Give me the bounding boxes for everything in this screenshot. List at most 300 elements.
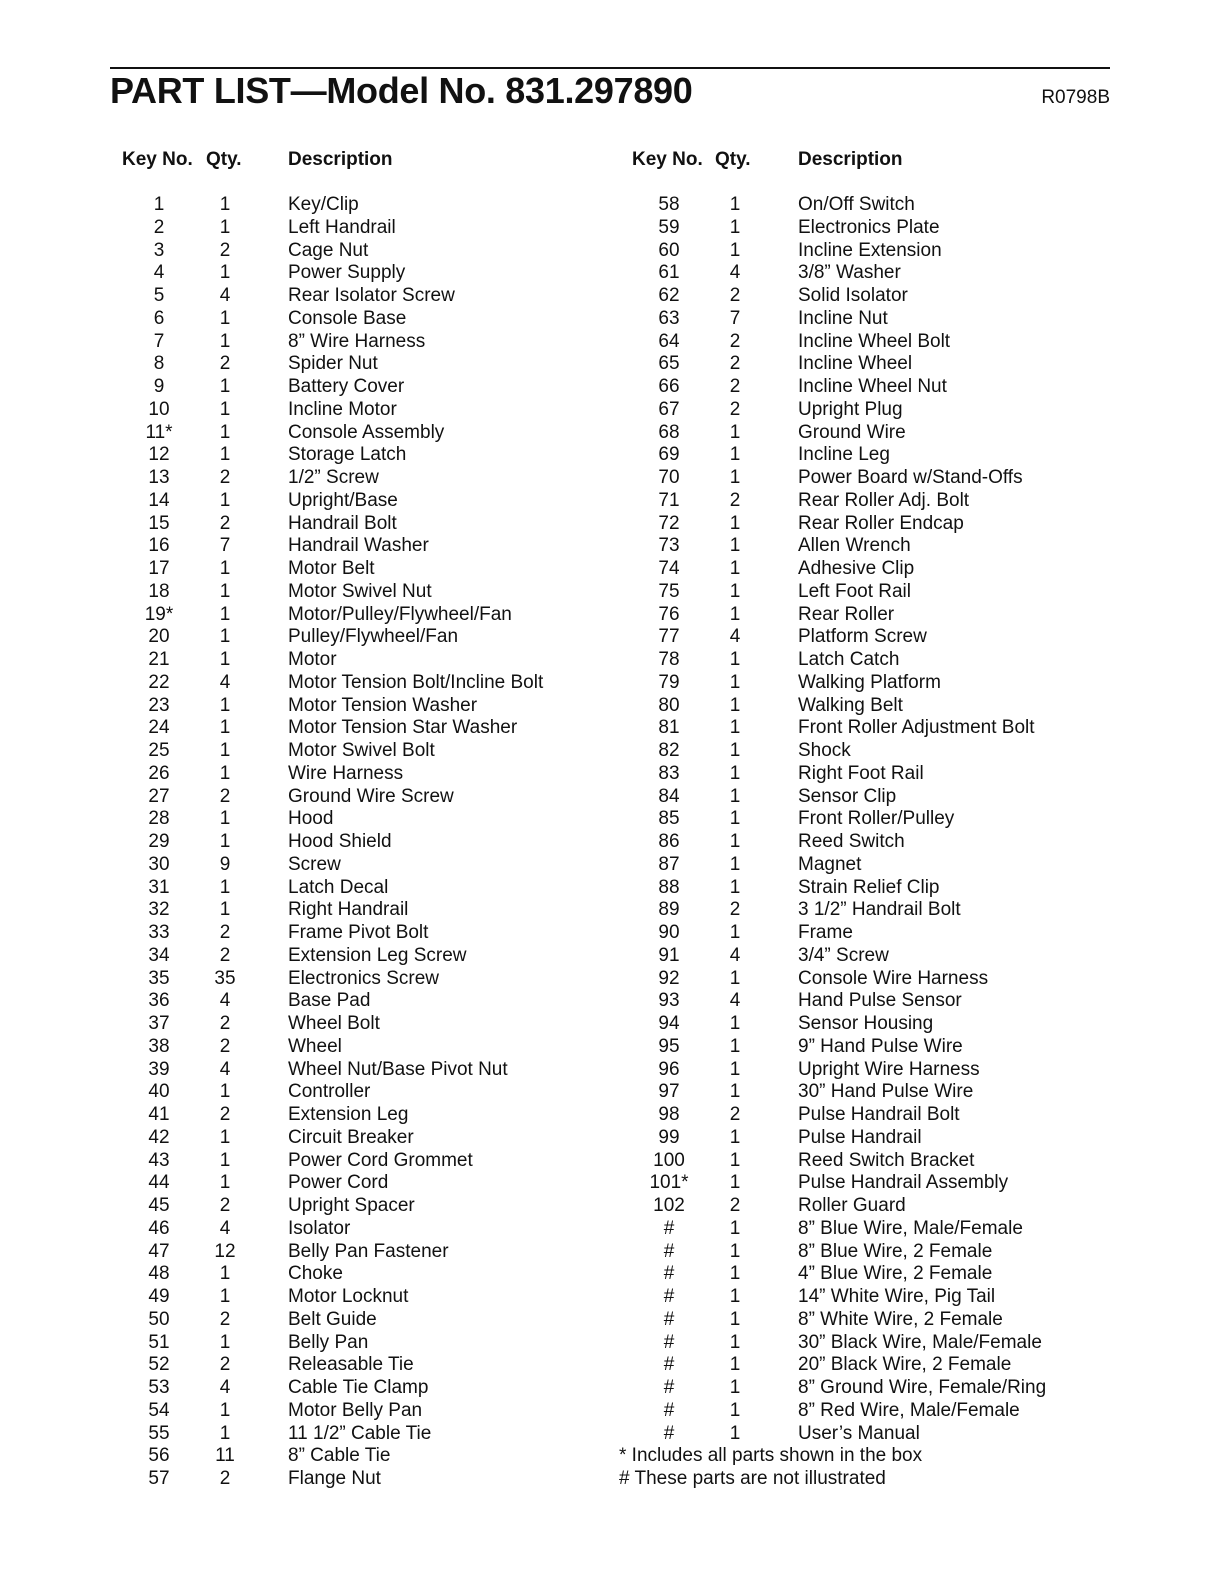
part-description: Key/Clip xyxy=(288,194,359,215)
part-qty: 2 xyxy=(219,1354,231,1376)
part-row xyxy=(0,285,612,308)
part-row xyxy=(0,786,612,809)
part-row xyxy=(612,1332,1224,1355)
document-code: R0798B xyxy=(1041,87,1110,108)
part-description: Belly Pan Fastener xyxy=(288,1240,449,1262)
part-key-no: 69 xyxy=(658,444,680,466)
part-qty: 1 xyxy=(729,671,741,693)
part-key-no: # xyxy=(663,1263,675,1285)
part-description: Right Handrail xyxy=(288,899,409,921)
part-qty: 1 xyxy=(729,831,741,852)
part-description: Shock xyxy=(798,740,851,761)
part-description: Reed Switch xyxy=(798,831,905,852)
part-row xyxy=(0,899,612,922)
part-row xyxy=(0,240,612,263)
part-description: Extension Leg xyxy=(288,1104,409,1125)
part-description: Incline Motor xyxy=(288,398,397,420)
part-qty: 1 xyxy=(729,762,741,784)
part-qty: 2 xyxy=(219,922,231,943)
part-row xyxy=(0,1332,612,1355)
part-qty: 1 xyxy=(729,1399,741,1421)
part-key-no: 53 xyxy=(148,1377,170,1398)
part-row xyxy=(0,717,612,740)
part-key-no: 5 xyxy=(153,285,165,306)
part-key-no: 4 xyxy=(153,262,165,284)
part-row xyxy=(612,695,1224,718)
part-description: 3/8” Washer xyxy=(798,262,901,284)
part-qty: 1 xyxy=(729,785,741,807)
part-row xyxy=(612,649,1224,672)
part-qty: 1 xyxy=(219,216,231,238)
part-qty: 1 xyxy=(729,1035,741,1057)
part-description: Hood Shield xyxy=(288,831,392,852)
part-key-no: 10 xyxy=(148,398,170,420)
part-description: Handrail Washer xyxy=(288,535,429,557)
part-qty: 35 xyxy=(214,967,236,989)
part-row xyxy=(612,626,1224,649)
part-description: 30” Black Wire, Male/Female xyxy=(798,1331,1042,1353)
part-qty: 1 xyxy=(729,1422,741,1444)
part-description: Left Handrail xyxy=(288,216,396,238)
part-qty: 4 xyxy=(729,262,741,284)
part-description: Incline Nut xyxy=(798,307,888,329)
part-row xyxy=(612,1195,1224,1218)
left-header-qty: Qty. xyxy=(206,149,242,170)
part-key-no: 71 xyxy=(658,489,680,511)
part-row xyxy=(0,1423,612,1446)
part-description: Reed Switch Bracket xyxy=(798,1149,975,1171)
part-key-no: 101* xyxy=(649,1172,689,1194)
part-qty: 1 xyxy=(219,740,231,761)
part-row xyxy=(0,1104,612,1127)
part-qty: 1 xyxy=(729,1377,741,1398)
part-description: 8” Red Wire, Male/Female xyxy=(798,1399,1020,1421)
part-qty: 1 xyxy=(219,580,231,602)
part-description: 8” Wire Harness xyxy=(288,330,426,352)
part-qty: 1 xyxy=(729,580,741,602)
part-qty: 1 xyxy=(729,1308,741,1330)
part-qty: 1 xyxy=(219,1172,231,1194)
part-qty: 2 xyxy=(219,944,231,966)
part-description: Flange Nut xyxy=(288,1468,381,1489)
part-qty: 1 xyxy=(729,239,741,261)
part-qty: 1 xyxy=(219,1126,231,1148)
part-key-no: 3 xyxy=(153,239,165,261)
part-description: Wheel xyxy=(288,1035,342,1057)
part-qty: 1 xyxy=(729,694,741,716)
left-parts-list xyxy=(0,194,612,1491)
part-key-no: 23 xyxy=(148,694,170,716)
part-qty: 1 xyxy=(729,853,741,875)
part-description: Incline Wheel Nut xyxy=(798,376,947,397)
part-qty: 2 xyxy=(729,489,741,511)
part-key-no: 48 xyxy=(148,1263,170,1285)
part-key-no: 64 xyxy=(658,330,680,352)
part-key-no: 70 xyxy=(658,467,680,488)
part-key-no: 27 xyxy=(148,785,170,807)
part-row xyxy=(0,1400,612,1423)
part-key-no: 55 xyxy=(148,1422,170,1444)
part-key-no: 16 xyxy=(148,535,170,557)
part-qty: 4 xyxy=(219,285,231,306)
part-row xyxy=(0,649,612,672)
part-qty: 1 xyxy=(219,1149,231,1171)
part-key-no: 28 xyxy=(148,808,170,830)
part-description: 14” White Wire, Pig Tail xyxy=(798,1286,996,1307)
part-key-no: 90 xyxy=(658,922,680,943)
part-qty: 1 xyxy=(729,717,741,739)
part-key-no: 49 xyxy=(148,1286,170,1307)
part-qty: 2 xyxy=(729,899,741,921)
part-description: Pulse Handrail xyxy=(798,1126,922,1148)
part-row xyxy=(612,1400,1224,1423)
part-qty: 1 xyxy=(729,1286,741,1307)
part-description: Console Assembly xyxy=(288,421,445,443)
part-row xyxy=(612,1241,1224,1264)
part-key-no: 9 xyxy=(153,376,165,397)
part-description: Motor Locknut xyxy=(288,1286,409,1307)
part-description: Allen Wrench xyxy=(798,535,911,557)
part-qty: 1 xyxy=(219,1263,231,1285)
part-key-no: 54 xyxy=(148,1399,170,1421)
part-key-no: 80 xyxy=(658,694,680,716)
part-row xyxy=(612,1377,1224,1400)
part-key-no: 12 xyxy=(148,444,170,466)
part-key-no: 76 xyxy=(658,603,680,625)
part-key-no: 97 xyxy=(658,1081,680,1103)
part-qty: 1 xyxy=(219,1331,231,1353)
part-description: Adhesive Clip xyxy=(798,558,915,579)
part-description: Belt Guide xyxy=(288,1308,377,1330)
part-row xyxy=(0,262,612,285)
part-key-no: 8 xyxy=(153,353,165,375)
part-key-no: 33 xyxy=(148,922,170,943)
part-row xyxy=(612,240,1224,263)
part-row xyxy=(612,968,1224,991)
part-qty: 1 xyxy=(729,1126,741,1148)
part-description: Controller xyxy=(288,1081,371,1103)
part-description: Incline Wheel xyxy=(798,353,913,375)
part-description: 30” Hand Pulse Wire xyxy=(798,1081,974,1103)
part-description: Walking Platform xyxy=(798,671,941,693)
part-qty: 1 xyxy=(729,1149,741,1171)
part-description: 1/2” Screw xyxy=(288,467,379,488)
part-qty: 2 xyxy=(219,1035,231,1057)
part-row xyxy=(612,353,1224,376)
part-row xyxy=(0,695,612,718)
part-qty: 1 xyxy=(729,1331,741,1353)
part-row xyxy=(612,558,1224,581)
part-row xyxy=(0,990,612,1013)
part-key-no: 66 xyxy=(658,376,680,397)
part-row xyxy=(612,831,1224,854)
part-qty: 1 xyxy=(729,603,741,625)
part-row xyxy=(0,444,612,467)
part-key-no: 61 xyxy=(658,262,680,284)
part-key-no: 67 xyxy=(658,398,680,420)
part-description: 8” Blue Wire, Male/Female xyxy=(798,1217,1023,1239)
part-row xyxy=(612,581,1224,604)
part-row xyxy=(0,922,612,945)
part-key-no: 43 xyxy=(148,1149,170,1171)
part-description: Handrail Bolt xyxy=(288,512,397,534)
part-row xyxy=(612,786,1224,809)
part-description: Battery Cover xyxy=(288,376,405,397)
part-qty: 1 xyxy=(219,603,231,625)
part-qty: 2 xyxy=(729,330,741,352)
part-row xyxy=(612,1218,1224,1241)
part-key-no: 91 xyxy=(658,944,680,966)
part-key-no: 86 xyxy=(658,831,680,852)
part-qty: 2 xyxy=(219,512,231,534)
part-description: Incline Extension xyxy=(798,239,942,261)
part-description: Motor Belly Pan xyxy=(288,1399,423,1421)
part-qty: 1 xyxy=(219,717,231,739)
part-qty: 1 xyxy=(219,444,231,466)
part-key-no: 19* xyxy=(144,603,174,625)
part-description: Left Foot Rail xyxy=(798,580,911,602)
part-description: Rear Isolator Screw xyxy=(288,285,455,306)
part-row xyxy=(0,604,612,627)
part-key-no: 98 xyxy=(658,1104,680,1125)
part-row xyxy=(0,1354,612,1377)
part-row xyxy=(612,808,1224,831)
part-qty: 7 xyxy=(729,307,741,329)
part-row xyxy=(0,831,612,854)
part-description: Motor Belt xyxy=(288,558,375,579)
part-description: 20” Black Wire, 2 Female xyxy=(798,1354,1012,1376)
part-row xyxy=(0,513,612,536)
part-row xyxy=(612,1104,1224,1127)
part-description: Solid Isolator xyxy=(798,285,908,306)
part-description: Circuit Breaker xyxy=(288,1126,414,1148)
part-row xyxy=(612,1013,1224,1036)
part-description: Motor Tension Bolt/Incline Bolt xyxy=(288,671,544,693)
part-description: Electronics Screw xyxy=(288,967,439,989)
part-key-no: 26 xyxy=(148,762,170,784)
part-key-no: # xyxy=(663,1217,675,1239)
part-key-no: 74 xyxy=(658,558,680,579)
part-qty: 1 xyxy=(219,262,231,284)
part-key-no: # xyxy=(663,1240,675,1262)
part-key-no: 42 xyxy=(148,1126,170,1148)
part-key-no: # xyxy=(663,1286,675,1307)
part-key-no: 40 xyxy=(148,1081,170,1103)
part-description: Motor Tension Star Washer xyxy=(288,717,518,739)
part-description: Power Supply xyxy=(288,262,406,284)
part-description: Roller Guard xyxy=(798,1195,906,1216)
part-key-no: 50 xyxy=(148,1308,170,1330)
part-description: Ground Wire Screw xyxy=(288,785,454,807)
part-qty: 2 xyxy=(219,785,231,807)
part-qty: 4 xyxy=(219,990,231,1012)
part-row xyxy=(612,535,1224,558)
part-description: Upright Spacer xyxy=(288,1195,415,1216)
part-row xyxy=(0,1218,612,1241)
part-row xyxy=(0,399,612,422)
part-qty: 12 xyxy=(214,1240,236,1262)
part-key-no: 44 xyxy=(148,1172,170,1194)
part-row xyxy=(612,490,1224,513)
part-description: Motor Swivel Bolt xyxy=(288,740,435,761)
part-description: Isolator xyxy=(288,1217,351,1239)
part-row xyxy=(0,672,612,695)
part-row xyxy=(0,194,612,217)
part-qty: 2 xyxy=(729,1195,741,1216)
part-qty: 1 xyxy=(729,421,741,443)
part-row xyxy=(612,1081,1224,1104)
part-row xyxy=(0,763,612,786)
part-description: Sensor Clip xyxy=(798,785,897,807)
part-row xyxy=(612,990,1224,1013)
part-qty: 1 xyxy=(729,1081,741,1103)
part-row xyxy=(0,308,612,331)
part-qty: 1 xyxy=(219,421,231,443)
part-description: Latch Catch xyxy=(798,649,900,670)
part-row xyxy=(0,490,612,513)
part-key-no: 88 xyxy=(658,876,680,898)
part-qty: 1 xyxy=(729,967,741,989)
part-qty: 2 xyxy=(729,376,741,397)
part-row xyxy=(612,877,1224,900)
part-qty: 1 xyxy=(729,1058,741,1080)
part-key-no: 14 xyxy=(148,489,170,511)
part-row xyxy=(612,262,1224,285)
part-key-no: 87 xyxy=(658,853,680,875)
part-key-no: # xyxy=(663,1399,675,1421)
part-row xyxy=(0,217,612,240)
part-row xyxy=(0,1127,612,1150)
part-key-no: 78 xyxy=(658,649,680,670)
part-key-no: # xyxy=(663,1422,675,1444)
part-row xyxy=(612,604,1224,627)
part-description: Hand Pulse Sensor xyxy=(798,990,962,1012)
part-row xyxy=(612,217,1224,240)
part-key-no: 63 xyxy=(658,307,680,329)
part-row xyxy=(0,353,612,376)
part-row xyxy=(0,808,612,831)
part-description: Belly Pan xyxy=(288,1331,369,1353)
part-qty: 1 xyxy=(219,398,231,420)
part-description: User’s Manual xyxy=(798,1422,920,1444)
part-qty: 7 xyxy=(219,535,231,557)
part-qty: 1 xyxy=(729,1263,741,1285)
part-row xyxy=(612,1059,1224,1082)
part-row xyxy=(612,1309,1224,1332)
part-key-no: 35 xyxy=(148,967,170,989)
part-row xyxy=(0,1172,612,1195)
part-key-no: 7 xyxy=(153,330,165,352)
part-key-no: 29 xyxy=(148,831,170,852)
part-qty: 1 xyxy=(729,216,741,238)
part-key-no: 46 xyxy=(148,1217,170,1239)
part-qty: 4 xyxy=(219,671,231,693)
part-key-no: 24 xyxy=(148,717,170,739)
part-description: Screw xyxy=(288,853,341,875)
part-qty: 1 xyxy=(219,1286,231,1307)
part-qty: 1 xyxy=(729,1240,741,1262)
part-qty: 1 xyxy=(219,1422,231,1444)
part-row xyxy=(612,763,1224,786)
right-parts-list xyxy=(612,194,1224,1491)
part-key-no: 11* xyxy=(145,421,173,443)
part-row xyxy=(0,422,612,445)
part-description: Pulley/Flywheel/Fan xyxy=(288,626,459,648)
part-key-no: 52 xyxy=(148,1354,170,1376)
part-description: Choke xyxy=(288,1263,343,1285)
part-key-no: 82 xyxy=(658,740,680,761)
part-description: Front Roller/Pulley xyxy=(798,808,955,830)
part-key-no: 30 xyxy=(148,853,170,875)
part-row xyxy=(612,513,1224,536)
part-key-no: 1 xyxy=(153,194,165,215)
part-key-no: # xyxy=(663,1377,675,1398)
part-qty: 1 xyxy=(729,535,741,557)
part-description: Console Wire Harness xyxy=(798,967,989,989)
part-row xyxy=(612,194,1224,217)
part-row xyxy=(0,740,612,763)
part-description: Frame xyxy=(798,922,853,943)
part-qty: 1 xyxy=(219,558,231,579)
part-row xyxy=(612,1354,1224,1377)
part-description: Power Board w/Stand-Offs xyxy=(798,467,1023,488)
page-title: PART LIST—Model No. 831.297890 xyxy=(110,70,693,111)
part-key-no: 21 xyxy=(148,649,170,670)
part-description: 4” Blue Wire, 2 Female xyxy=(798,1263,993,1285)
part-key-no: 89 xyxy=(658,899,680,921)
part-description: Wheel Nut/Base Pivot Nut xyxy=(288,1058,508,1080)
part-key-no: 99 xyxy=(658,1126,680,1148)
part-qty: 1 xyxy=(729,740,741,761)
part-row xyxy=(0,376,612,399)
part-description: Cage Nut xyxy=(288,239,369,261)
part-key-no: 39 xyxy=(148,1058,170,1080)
part-qty: 2 xyxy=(219,353,231,375)
part-key-no: 34 xyxy=(148,944,170,966)
part-description: 8” Ground Wire, Female/Ring xyxy=(798,1377,1047,1398)
part-qty: 11 xyxy=(215,1445,235,1467)
part-qty: 1 xyxy=(729,876,741,898)
part-row xyxy=(612,717,1224,740)
part-key-no: 37 xyxy=(148,1013,170,1034)
part-description: Extension Leg Screw xyxy=(288,944,467,966)
part-description: 3 1/2” Handrail Bolt xyxy=(798,899,961,921)
part-row xyxy=(612,945,1224,968)
part-description: 8” Blue Wire, 2 Female xyxy=(798,1240,993,1262)
part-qty: 2 xyxy=(219,1104,231,1125)
part-description: Releasable Tie xyxy=(288,1354,414,1376)
part-qty: 1 xyxy=(219,194,231,215)
part-row xyxy=(0,1241,612,1264)
part-key-no: 102 xyxy=(653,1195,685,1216)
part-key-no: 56 xyxy=(148,1445,170,1467)
part-row xyxy=(0,1059,612,1082)
part-key-no: 31 xyxy=(148,876,170,898)
part-row xyxy=(612,331,1224,354)
part-description: Motor Tension Washer xyxy=(288,694,478,716)
part-key-no: 38 xyxy=(148,1035,170,1057)
part-qty: 1 xyxy=(729,649,741,670)
part-description: Wire Harness xyxy=(288,762,404,784)
part-description: 3/4” Screw xyxy=(798,944,889,966)
part-description: Incline Leg xyxy=(798,444,890,466)
part-key-no: 47 xyxy=(148,1240,170,1262)
part-qty: 2 xyxy=(729,1104,741,1125)
part-description: Motor/Pulley/Flywheel/Fan xyxy=(288,603,512,625)
part-row xyxy=(0,558,612,581)
part-key-no: 83 xyxy=(658,762,680,784)
right-header-key: Key No. xyxy=(632,149,703,170)
